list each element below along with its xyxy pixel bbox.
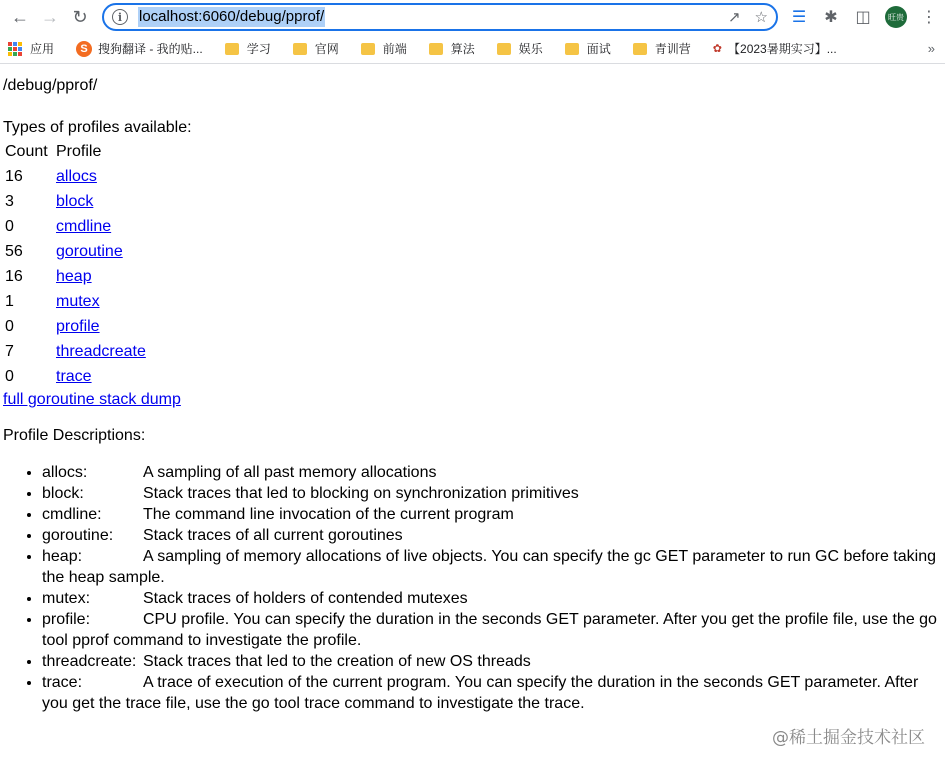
profile-count: 16 bbox=[5, 268, 23, 285]
bookmark-folder[interactable] bbox=[633, 40, 691, 57]
desc-name: cmdline: bbox=[42, 506, 102, 523]
folder-icon bbox=[565, 43, 579, 55]
profile-count: 0 bbox=[5, 368, 14, 385]
bookmark-label: 算法 bbox=[450, 42, 475, 56]
bookmark-label: 官网 bbox=[314, 42, 339, 56]
profile-count: 0 bbox=[5, 318, 14, 335]
bookmark-label: 学习 bbox=[246, 42, 271, 56]
site-favicon-icon: ✿ bbox=[712, 43, 723, 55]
desc-name: allocs: bbox=[42, 464, 88, 481]
url-text[interactable]: localhost:6060/debug/pprof/ bbox=[139, 8, 325, 25]
extension-icon[interactable]: ☰ bbox=[791, 9, 807, 26]
bookmark-site[interactable] bbox=[713, 40, 837, 57]
table-row bbox=[3, 340, 148, 365]
apps-grid-icon bbox=[8, 42, 22, 56]
reload-icon[interactable]: ↻ bbox=[72, 6, 88, 27]
profile-link[interactable]: profile bbox=[56, 318, 100, 335]
desc-name: block: bbox=[42, 485, 84, 502]
bookmark-label: 青训营 bbox=[654, 42, 691, 56]
list-item bbox=[42, 525, 942, 546]
profile-header: Profile bbox=[56, 143, 102, 160]
sidebar-icon[interactable]: ◫ bbox=[855, 9, 871, 26]
desc-text: Stack traces of all current goroutines bbox=[143, 527, 403, 544]
list-item bbox=[42, 546, 942, 588]
profile-count: 0 bbox=[5, 218, 14, 235]
profile-link[interactable]: trace bbox=[56, 368, 92, 385]
table-row bbox=[3, 165, 148, 190]
folder-icon bbox=[633, 43, 647, 55]
desc-text: A sampling of all past memory allocations bbox=[143, 464, 437, 481]
desc-text: CPU profile. You can specify the duration in the seconds GET parameter. After you get the profile file, use the go tool pprof command to investigate the profile. bbox=[42, 611, 937, 649]
share-icon[interactable]: ↗ bbox=[727, 9, 741, 26]
page-content bbox=[0, 76, 945, 714]
chevron-right-icon[interactable]: » bbox=[927, 41, 935, 56]
bookmark-label: 面试 bbox=[586, 42, 611, 56]
table-row bbox=[3, 265, 148, 290]
watermark: @稀土掘金技术社区 bbox=[772, 728, 925, 748]
bookmark-apps[interactable] bbox=[8, 40, 54, 57]
desc-text: A trace of execution of the current program. You can specify the duration in the seconds GET parameter. After you get the trace file, use the go tool trace command to investigate the trace. bbox=[42, 674, 919, 712]
bookmark-label: 前端 bbox=[382, 42, 407, 56]
desc-text: Stack traces of holders of contended mutexes bbox=[143, 590, 468, 607]
descriptions-list bbox=[3, 462, 942, 714]
table-row bbox=[3, 215, 148, 240]
profile-link[interactable]: goroutine bbox=[56, 243, 123, 260]
desc-name: mutex: bbox=[42, 590, 91, 607]
list-item bbox=[42, 651, 942, 672]
profile-link[interactable]: threadcreate bbox=[56, 343, 146, 360]
browser-toolbar bbox=[0, 0, 945, 34]
forward-icon[interactable]: → bbox=[41, 6, 59, 27]
desc-name: threadcreate: bbox=[42, 653, 137, 670]
bookmark-sogou[interactable] bbox=[76, 40, 203, 57]
desc-name: trace: bbox=[42, 674, 83, 691]
table-row bbox=[3, 365, 148, 390]
table-row bbox=[3, 190, 148, 215]
folder-icon bbox=[293, 43, 307, 55]
profile-count: 7 bbox=[5, 343, 14, 360]
bookmark-folder[interactable] bbox=[497, 40, 543, 57]
folder-icon bbox=[429, 43, 443, 55]
list-item bbox=[42, 483, 942, 504]
desc-text: Stack traces that led to the creation of new OS threads bbox=[143, 653, 531, 670]
profile-link[interactable]: cmdline bbox=[56, 218, 112, 235]
desc-name: profile: bbox=[42, 611, 91, 628]
folder-icon bbox=[361, 43, 375, 55]
bookmark-label: 【2023暑期实习】... bbox=[728, 42, 837, 56]
desc-text: Stack traces that led to blocking on synchronization primitives bbox=[143, 485, 579, 502]
bookmark-label: 搜狗翻译 - 我的贴... bbox=[98, 42, 203, 56]
desc-name: heap: bbox=[42, 548, 83, 565]
star-icon[interactable]: ☆ bbox=[754, 9, 768, 26]
desc-text: A sampling of memory allocations of live objects. You can specify the gc GET parameter to run GC before taking the heap sample. bbox=[42, 548, 936, 586]
bookmark-label: 应用 bbox=[30, 42, 55, 56]
bookmark-folder[interactable] bbox=[429, 40, 475, 57]
address-bar[interactable] bbox=[102, 3, 778, 31]
info-icon[interactable]: i bbox=[112, 9, 128, 25]
extensions-area bbox=[789, 3, 939, 31]
page-title: /debug/pprof/ bbox=[3, 77, 98, 94]
folder-icon bbox=[497, 43, 511, 55]
bookmark-folder[interactable] bbox=[225, 40, 271, 57]
list-item bbox=[42, 588, 942, 609]
profile-count: 16 bbox=[5, 168, 23, 185]
list-item bbox=[42, 462, 942, 483]
folder-icon bbox=[225, 43, 239, 55]
avatar[interactable]: 旺贵 bbox=[885, 6, 907, 28]
profile-count: 1 bbox=[5, 293, 14, 310]
back-icon[interactable]: ← bbox=[11, 6, 29, 27]
bookmark-label: 娱乐 bbox=[518, 42, 543, 56]
bookmark-folder[interactable] bbox=[293, 40, 339, 57]
profile-count: 56 bbox=[5, 243, 23, 260]
bookmarks-bar bbox=[0, 34, 945, 64]
full-goroutine-dump-link[interactable]: full goroutine stack dump bbox=[3, 391, 181, 408]
table-row bbox=[3, 315, 148, 340]
bookmark-folder[interactable] bbox=[361, 40, 407, 57]
descriptions-heading: Profile Descriptions: bbox=[3, 427, 146, 444]
profile-link[interactable]: block bbox=[56, 193, 94, 210]
table-row bbox=[3, 290, 148, 315]
desc-name: goroutine: bbox=[42, 527, 114, 544]
types-heading: Types of profiles available: bbox=[3, 119, 192, 136]
count-header: Count bbox=[5, 143, 48, 160]
profile-link[interactable]: heap bbox=[56, 268, 92, 285]
desc-text: The command line invocation of the current program bbox=[143, 506, 514, 523]
profile-link[interactable]: mutex bbox=[56, 293, 100, 310]
list-item bbox=[42, 609, 942, 651]
list-item bbox=[42, 504, 942, 525]
list-item bbox=[42, 672, 942, 714]
bookmark-folder[interactable] bbox=[565, 40, 611, 57]
profile-link[interactable]: allocs bbox=[56, 168, 97, 185]
puzzle-icon[interactable]: ✱ bbox=[824, 9, 838, 26]
sogou-icon: S bbox=[76, 41, 92, 57]
more-icon[interactable]: ⋮ bbox=[921, 9, 937, 26]
table-row bbox=[3, 240, 148, 265]
profile-count: 3 bbox=[5, 193, 14, 210]
profiles-table bbox=[3, 140, 148, 390]
